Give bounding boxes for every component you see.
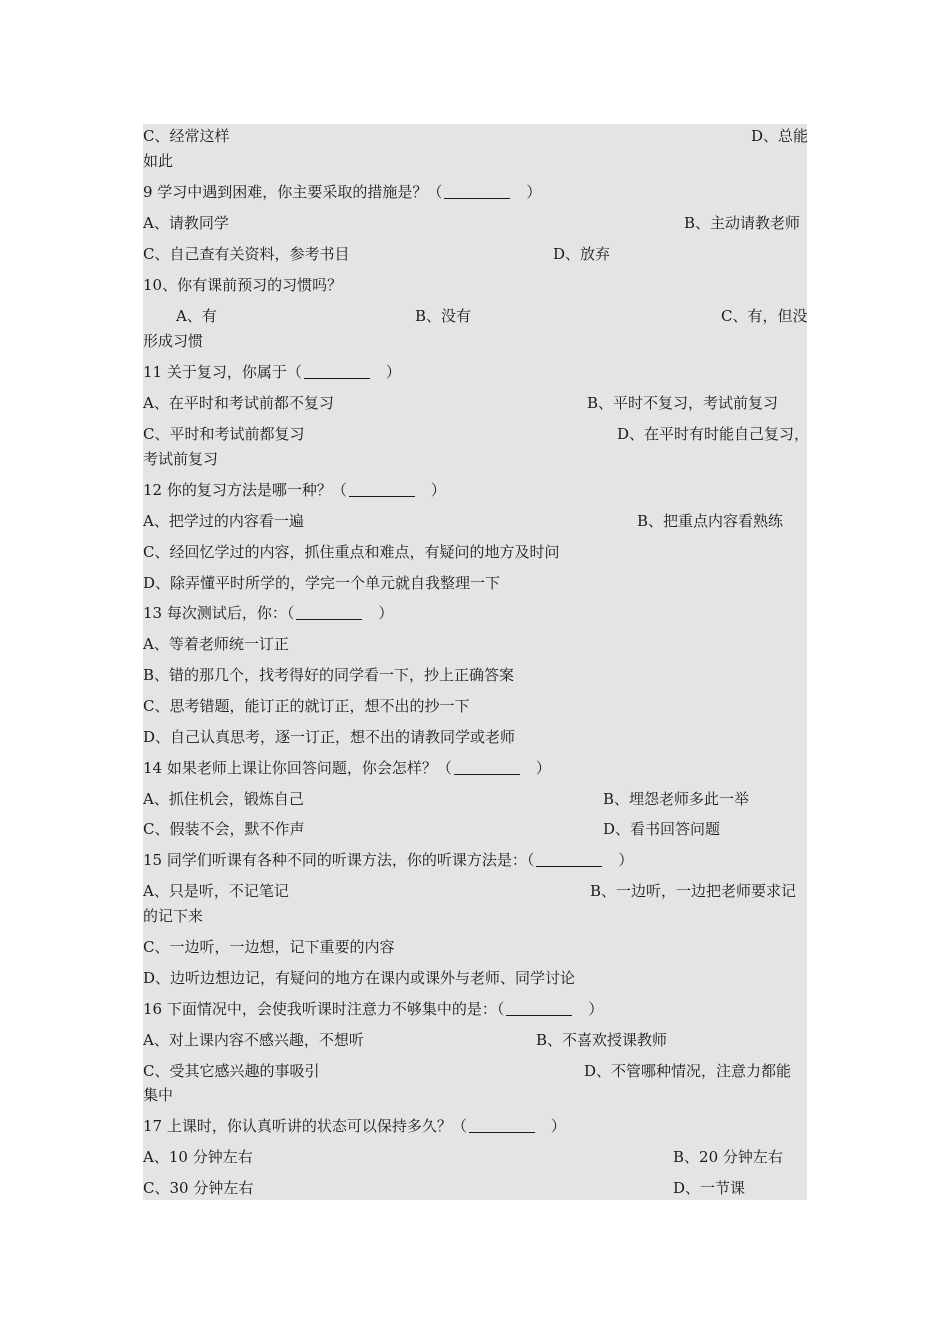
q13-option-c: C、思考错题，能订正的就订正，想不出的抄一下 xyxy=(143,697,470,715)
q9-close-paren: ） xyxy=(526,183,542,201)
q15-option-a: A、只是听，不记笔记 xyxy=(143,882,289,900)
q12-stem-line xyxy=(143,477,807,503)
q12-option-b: B、把重点内容看熟练 xyxy=(637,512,784,530)
q15-answer-blank[interactable] xyxy=(536,851,602,867)
q16-option-a: A、对上课内容不感兴趣，不想听 xyxy=(143,1031,364,1049)
q17-option-c: C、30 分钟左右 xyxy=(143,1179,254,1197)
q13-line-a xyxy=(143,631,807,657)
q13-stem-line xyxy=(143,600,807,626)
q13-answer-blank[interactable] xyxy=(296,604,362,620)
q11-line-ab xyxy=(143,390,807,416)
q16-option-b: B、不喜欢授课教师 xyxy=(536,1031,668,1049)
q12-line-d xyxy=(143,570,807,596)
q9-line-cd xyxy=(143,241,807,267)
q12-line-ab xyxy=(143,508,807,534)
q13-option-a: A、等着老师统一订正 xyxy=(143,635,289,653)
q10-option-b: B、没有 xyxy=(415,307,472,325)
q10-option-c-wrap-line xyxy=(143,328,807,354)
q8-option-d: D、总能 xyxy=(751,127,809,145)
q9-option-a: A、请教同学 xyxy=(143,214,229,232)
q15-stem xyxy=(143,847,633,873)
q17-option-d: D、一节课 xyxy=(673,1179,746,1197)
q14-option-c: C、假装不会，默不作声 xyxy=(143,820,305,838)
q13-line-b xyxy=(143,662,807,688)
q16-line-ab xyxy=(143,1027,807,1053)
q13-close-paren: ） xyxy=(378,604,394,622)
q12-close-paren: ） xyxy=(430,481,446,499)
q14-option-d: D、看书回答问题 xyxy=(603,820,721,838)
q9-option-d: D、放弃 xyxy=(553,245,611,263)
q11-option-d-wrap-line xyxy=(143,446,807,472)
q16-answer-blank[interactable] xyxy=(506,1000,572,1016)
q12-option-c: C、经回忆学过的内容，抓住重点和难点，有疑问的地方及时问 xyxy=(143,543,560,561)
q16-close-paren: ） xyxy=(588,1000,604,1018)
q15-option-c: C、一边听，一边想，记下重要的内容 xyxy=(143,938,395,956)
q16-stem-text: 16 下面情况中，会使我听课时注意力不够集中的是：（ xyxy=(143,1000,505,1018)
q13-line-d xyxy=(143,724,807,750)
q17-stem-text: 17 上课时，你认真听讲的状态可以保持多久？（ xyxy=(143,1117,467,1135)
q9-stem-text: 9 学习中遇到困难，你主要采取的措施是？（ xyxy=(143,183,443,201)
q11-answer-blank[interactable] xyxy=(304,363,370,379)
q13-option-d: D、自己认真思考，逐一订正，想不出的请教同学或老师 xyxy=(143,728,516,746)
q15-line-c xyxy=(143,934,807,960)
q13-line-c xyxy=(143,693,807,719)
q15-line-ab xyxy=(143,878,807,904)
q11-option-d-wrap: 考试前复习 xyxy=(143,450,219,468)
q15-option-d: D、边听边想边记，有疑问的地方在课内或课外与老师、同学讨论 xyxy=(143,969,576,987)
q14-line-cd xyxy=(143,816,807,842)
q15-line-d xyxy=(143,965,807,991)
q12-line-c xyxy=(143,539,807,565)
q16-line-cd xyxy=(143,1058,807,1084)
q11-line-cd xyxy=(143,421,810,447)
q16-stem-line xyxy=(143,996,807,1022)
q8-option-d-wrap-line xyxy=(143,148,807,174)
q16-option-c: C、受其它感兴趣的事吸引 xyxy=(143,1062,320,1080)
q14-stem-text: 14 如果老师上课让你回答问题，你会怎样？（ xyxy=(143,759,452,777)
q12-option-a: A、把学过的内容看一遍 xyxy=(143,512,304,530)
q13-stem-text: 13 每次测试后，你：（ xyxy=(143,604,295,622)
q11-stem-text: 11 关于复习，你属于（ xyxy=(143,363,302,381)
q15-option-b-wrap-line xyxy=(143,903,807,929)
q13-stem xyxy=(143,600,393,626)
q12-answer-blank[interactable] xyxy=(349,481,415,497)
q16-stem xyxy=(143,996,603,1022)
q14-close-paren: ） xyxy=(535,759,551,777)
q10-option-c: C、有，但没 xyxy=(721,307,808,325)
q8-option-c: C、经常这样 xyxy=(143,127,230,145)
q12-stem-text: 12 你的复习方法是哪一种？（ xyxy=(143,481,347,499)
q17-stem xyxy=(143,1113,566,1139)
q9-option-c: C、自己查有关资料，参考书目 xyxy=(143,245,350,263)
q12-stem xyxy=(143,477,446,503)
q13-option-b: B、错的那几个，找考得好的同学看一下，抄上正确答案 xyxy=(143,666,515,684)
q10-option-c-wrap: 形成习惯 xyxy=(143,332,204,350)
q15-stem-text: 15 同学们听课有各种不同的听课方法，你的听课方法是：（ xyxy=(143,851,535,869)
q17-close-paren: ） xyxy=(550,1117,566,1135)
q14-option-b: B、埋怨老师多此一举 xyxy=(603,790,750,808)
q15-option-b-wrap: 的记下来 xyxy=(143,907,204,925)
q14-answer-blank[interactable] xyxy=(454,759,520,775)
q14-option-a: A、抓住机会，锻炼自己 xyxy=(143,790,304,808)
q12-option-d: D、除弄懂平时所学的，学完一个单元就自我整理一下 xyxy=(143,574,501,592)
q16-option-d-wrap-line xyxy=(143,1082,807,1108)
q11-option-b: B、平时不复习，考试前复习 xyxy=(587,394,779,412)
q16-option-d: D、不管哪种情况，注意力都能 xyxy=(584,1062,792,1080)
q11-option-a: A、在平时和考试前都不复习 xyxy=(143,394,334,412)
q10-stem: 10、你有课前预习的习惯吗？ xyxy=(143,276,343,294)
q17-option-b: B、20 分钟左右 xyxy=(673,1148,783,1166)
q8-options-line xyxy=(143,123,807,149)
q9-stem xyxy=(143,179,541,205)
q9-answer-blank[interactable] xyxy=(444,183,510,199)
q17-answer-blank[interactable] xyxy=(469,1117,535,1133)
q10-stem-line xyxy=(143,272,807,298)
q11-option-d: D、在平时有时能自己复习， xyxy=(617,425,810,443)
q17-stem-line xyxy=(143,1113,807,1139)
q9-line-ab xyxy=(143,210,807,236)
q8-option-d-wrap: 如此 xyxy=(143,152,174,170)
q15-close-paren: ） xyxy=(618,851,634,869)
q17-line-cd xyxy=(143,1175,807,1201)
q11-option-c: C、平时和考试前都复习 xyxy=(143,425,305,443)
q14-stem xyxy=(143,755,551,781)
q14-stem-line xyxy=(143,755,807,781)
q17-line-ab xyxy=(143,1144,807,1170)
q11-close-paren: ） xyxy=(385,363,401,381)
q14-line-ab xyxy=(143,786,807,812)
q10-option-a: A、有 xyxy=(176,307,217,325)
q15-option-b: B、一边听，一边把老师要求记 xyxy=(590,882,797,900)
q17-option-a: A、10 分钟左右 xyxy=(143,1148,253,1166)
q9-option-b: B、主动请教老师 xyxy=(684,214,801,232)
q11-stem xyxy=(143,359,401,385)
q11-stem-line xyxy=(143,359,807,385)
q9-stem-line xyxy=(143,179,807,205)
q10-options-line xyxy=(143,303,807,329)
q16-option-d-wrap: 集中 xyxy=(143,1086,174,1104)
q15-stem-line xyxy=(143,847,807,873)
